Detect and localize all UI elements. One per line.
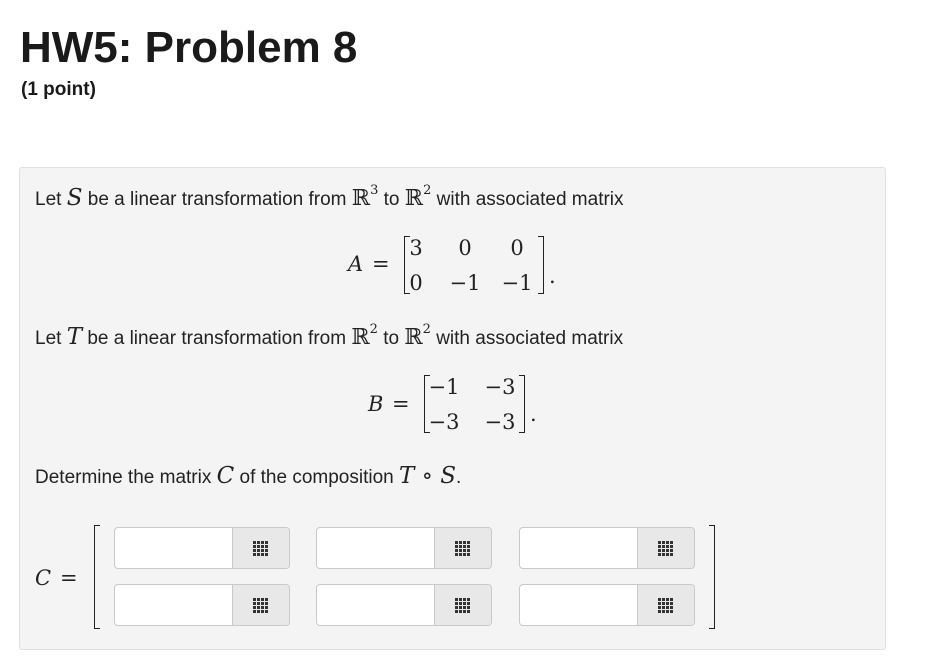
- problem-panel: [19, 167, 886, 650]
- answer-input[interactable]: [116, 529, 242, 567]
- text: Let: [35, 189, 62, 210]
- matrix-grid-icon: [455, 541, 470, 556]
- right-bracket: [709, 525, 715, 629]
- matrix-grid-icon: [658, 541, 673, 556]
- matrix-c-name: C: [35, 566, 52, 590]
- answer-input[interactable]: [116, 586, 242, 624]
- var-c: C: [216, 463, 235, 489]
- matrix-a-cell: −1: [449, 271, 481, 295]
- answer-matrix: [20, 168, 885, 649]
- matrix-b-cell: −1: [428, 375, 460, 399]
- matrix-a-name: A: [348, 252, 364, 276]
- exponent: 2: [423, 182, 432, 198]
- matrix-grid-icon: [455, 598, 470, 613]
- bb-r: ℝ: [351, 325, 370, 350]
- matrix-a-cell: 0: [510, 236, 524, 260]
- matrix-b-cell: −3: [428, 410, 460, 434]
- text: Let: [35, 328, 62, 349]
- matrix-grid-icon: [253, 541, 268, 556]
- text: of the composition: [239, 467, 394, 488]
- matrix-picker-button[interactable]: [434, 528, 491, 568]
- matrix-a-cell: 3: [409, 236, 423, 260]
- matrix-picker-button[interactable]: [232, 528, 289, 568]
- exponent: 3: [370, 182, 379, 198]
- matrix-a-cell: 0: [458, 236, 472, 260]
- exponent: 2: [422, 321, 431, 337]
- answer-input[interactable]: [521, 529, 647, 567]
- point-value: (1 point): [21, 79, 96, 100]
- matrix-a-cell: 0: [409, 271, 423, 295]
- matrix-picker-button[interactable]: [637, 585, 694, 625]
- bb-r: ℝ: [404, 325, 423, 350]
- matrix-grid-icon: [658, 598, 673, 613]
- equals-sign: =: [372, 252, 390, 276]
- composition: T ∘ S: [399, 463, 456, 489]
- matrix-picker-button[interactable]: [637, 528, 694, 568]
- text: to: [383, 189, 400, 210]
- matrix-picker-button[interactable]: [232, 585, 289, 625]
- page-title: HW5: Problem 8: [20, 23, 358, 72]
- matrix-b-name: B: [368, 392, 384, 416]
- exponent: 2: [369, 321, 378, 337]
- answer-input[interactable]: [318, 529, 444, 567]
- text: Determine the matrix: [35, 467, 212, 488]
- answer-cell-r2c3: [519, 584, 695, 626]
- equals-sign: =: [60, 566, 78, 590]
- bb-r: ℝ: [404, 186, 424, 211]
- bb-r: ℝ: [351, 186, 371, 211]
- answer-cell-r2c1: [114, 584, 290, 626]
- period: .: [549, 264, 556, 288]
- matrix-b-cell: −3: [484, 375, 516, 399]
- answer-input[interactable]: [521, 586, 647, 624]
- answer-cell-r2c2: [316, 584, 492, 626]
- text: with associated matrix: [436, 328, 624, 349]
- answer-cell-r1c2: [316, 527, 492, 569]
- answer-cell-r1c1: [114, 527, 290, 569]
- period: .: [456, 467, 462, 488]
- answer-input[interactable]: [318, 586, 444, 624]
- left-bracket: [94, 525, 100, 629]
- matrix-b-cell: −3: [484, 410, 516, 434]
- matrix-picker-button[interactable]: [434, 585, 491, 625]
- text: be a linear transformation from: [87, 328, 347, 349]
- text: with associated matrix: [436, 189, 624, 210]
- matrix-grid-icon: [253, 598, 268, 613]
- var-s: S: [66, 185, 83, 211]
- equals-sign: =: [392, 392, 410, 416]
- text: be a linear transformation from: [87, 189, 347, 210]
- answer-cell-r1c3: [519, 527, 695, 569]
- period: .: [530, 402, 537, 426]
- var-t: T: [66, 324, 83, 350]
- matrix-a-cell: −1: [501, 271, 533, 295]
- text: to: [383, 328, 400, 349]
